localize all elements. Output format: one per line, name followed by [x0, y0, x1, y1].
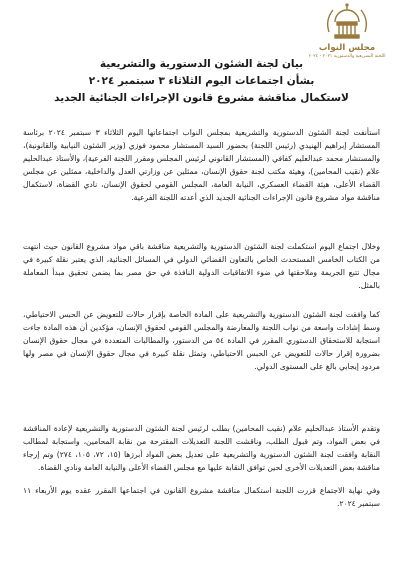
paragraph-text: وتقدم الأستاذ عبدالحليم علام (نقيب المحامين) بطلب لرئيس لجنة الشئون الدستورية والتشريعية لإعادة المناقشة في بعض المواد، وتم قبول الطلب، وناقشت اللجنة التعديلات المقترحة من نقابة المحامين، واستجابة لمطالب النقابة وافقت لجنة الشئون الدستورية والتشريعية على تعديل بعض المواد أبرزها (١٥، ٧٢، ١٠٥، ٢٧٤) وتم إرجاء مناقشة بعض التعديلات الأخرى لحين توافق النقابة عليها مع مجلس القضاء الأعلى والنيابة العامة ونادي القضاة. — [23, 424, 381, 473]
paragraph-5 — [23, 484, 380, 510]
document-title — [40, 58, 363, 109]
paragraph-text: استأنفت لجنة الشئون الدستورية والتشريعية بمجلس النواب اجتماعاتها اليوم الثلاثاء ٣ سبتمبر ٢٠٢٤ برئاسة المستشار إبراهيم الهنيدي (رئيس اللجنة) بحضور السيد المستشار محمود فوزي (وزير الشئون النيابية والقانونية)، والمستشار محمد عبدالعليم كفافي (المستشار القانوني لرئيس المجلس ومقرر اللجنة الفرعية)، والأستاذ عبدالحليم علام (نقيب المحامين)، وهيئة مكتب لجنة حقوق الإنسان، ممثلين عن وزارتي العدل والداخلية، ممثلين عن مجلس القضاء الأعلى، هيئة القضاء العسكري، النيابة العامة، المجلس القومي لحقوق الإنسان، نادي القضاة، لاستكمال مناقشة مواد مشروع قانون الإجراءات الجنائية الجديد الذي أعدته اللجنة الفرعية. — [23, 128, 380, 203]
logo-title: مجلس النواب — [318, 43, 376, 53]
paragraph-4 — [23, 422, 380, 474]
paragraph-3 — [23, 308, 380, 373]
parliament-emblem-icon — [321, 2, 373, 42]
title-line-1: بيان لجنة الشئون الدستورية والتشريعية — [99, 58, 304, 70]
paragraph-text: وفي نهاية الاجتماع قررت اللجنة استكمال مناقشة مشروع القانون في اجتماعها المقرر عقده يوم الأربعاء ١١ سبتمبر ٢٠٢٤. — [23, 486, 380, 509]
paragraph-text: وخلال اجتماع اليوم استكملت لجنة الشئون الدستورية والتشريعية مناقشة باقي مواد مشروع القانون حيث انتهت من الكتاب الخامس المستحدث الخاص بالتعاون القضائي الدولي في المسائل الجنائية، الذي يعتبر نقلة كبيرة في مجال تتبع الجريمة وملاحقتها في ضوء الاتفاقيات الدولية النافذة في حق مصر بما يضمن تحقيق مبدأ المعاملة بالمثل. — [23, 242, 380, 291]
logo-subtitle: اللجنة التشريعية والدستورية ٢٠٢١ - ٢٠٢٤ — [308, 54, 386, 59]
title-line-2: بشأن اجتماعات اليوم الثلاثاء ٣ سبتمبر ٢٠٢٤ — [88, 75, 315, 87]
paragraph-2 — [23, 240, 380, 292]
paragraph-text: كما وافقت لجنة الشئون الدستورية والتشريعية على المادة الخاصة بإقرار حالات للتعويض عن الحبس الاحتياطي، وسط إشادات واسعة من نواب اللجنة والمعارضة والمجلس القومي لحقوق الإنسان، مؤكدين أن هذه المادة جاءت استجابة للاستحقاق الدستوري المقرر في المادة ٥٤ من الدستور، والمطالبات المتعددة في مجال حقوق الإنسان بضرورة إقرار حالات للتعويض عن الحبس الاحتياطي، وتمثل نقلة كبيرة في مجال حقوق الإنسان في مصر ولها مردود إيجابي بالغ على المستوى الدولي. — [23, 310, 380, 372]
paragraph-1 — [23, 126, 380, 205]
title-line-3: لاستكمال مناقشة مشروع قانون الإجراءات الجنائية الجديد — [54, 92, 349, 104]
